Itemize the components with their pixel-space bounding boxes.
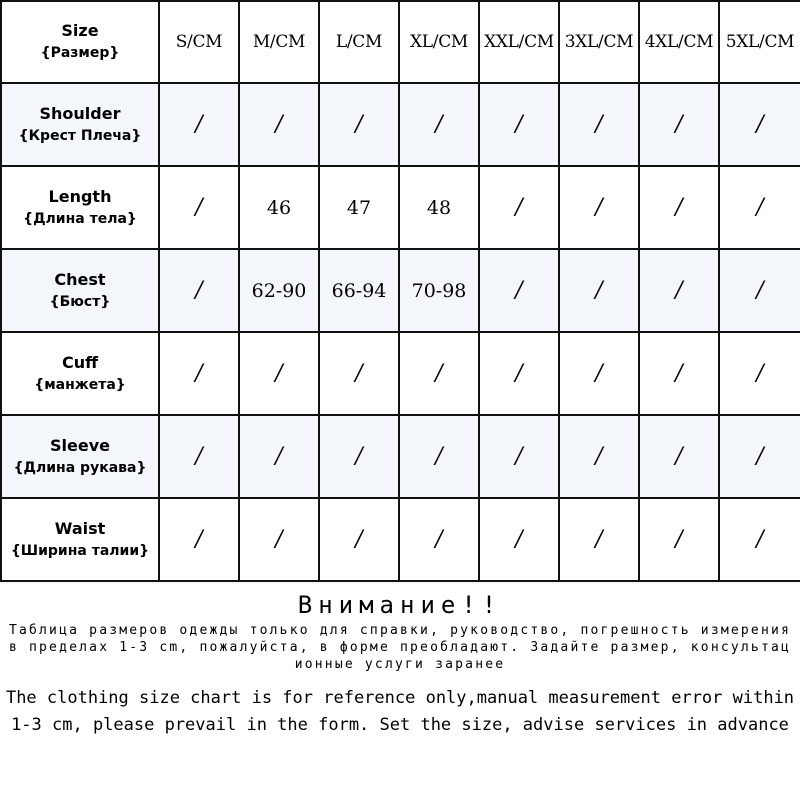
- column-header: XL/CM: [399, 1, 479, 83]
- measurement-row: [1, 415, 800, 498]
- size-header-ru: {Размер}: [40, 45, 120, 61]
- measurement-value: /: [719, 498, 800, 581]
- measurement-value: /: [479, 166, 559, 249]
- measurement-value: /: [159, 166, 239, 249]
- measurement-row: [1, 332, 800, 415]
- measurement-label-ru: {Длина рукава}: [13, 459, 147, 476]
- measurement-label-ru: {Бюст}: [49, 293, 111, 310]
- column-header: 4XL/CM: [639, 1, 719, 83]
- measurement-row: [1, 166, 800, 249]
- measurement-label-en: Sleeve: [50, 435, 110, 455]
- size-header-en: Size: [61, 21, 99, 40]
- measurement-value: /: [479, 249, 559, 332]
- measurement-value: /: [159, 83, 239, 166]
- measurement-value: /: [559, 166, 639, 249]
- measurement-value: /: [399, 498, 479, 581]
- notice-panel: [0, 584, 800, 800]
- measurement-value: /: [399, 83, 479, 166]
- measurement-value: /: [719, 166, 800, 249]
- measurement-value: /: [479, 83, 559, 166]
- measurement-label-ru: {Крест Плеча}: [18, 127, 142, 144]
- measurement-label-ru: {манжета}: [34, 376, 126, 393]
- measurement-row: [1, 249, 800, 332]
- column-header: XXL/CM: [479, 1, 559, 83]
- measurement-value: /: [639, 166, 719, 249]
- measurement-value: /: [159, 415, 239, 498]
- size-header-cell: [1, 1, 159, 83]
- measurement-value: 66-94: [319, 249, 399, 332]
- column-header: 5XL/CM: [719, 1, 800, 83]
- measurement-label-cell: [1, 83, 159, 166]
- measurement-value: /: [479, 498, 559, 581]
- measurement-value: /: [639, 415, 719, 498]
- column-header: S/CM: [159, 1, 239, 83]
- measurement-value: 70-98: [399, 249, 479, 332]
- measurement-value: /: [639, 249, 719, 332]
- measurement-value: /: [559, 415, 639, 498]
- measurement-value: /: [159, 498, 239, 581]
- measurement-value: /: [559, 83, 639, 166]
- measurement-value: /: [559, 498, 639, 581]
- measurement-value: 47: [319, 166, 399, 249]
- measurement-value: /: [239, 332, 319, 415]
- measurement-label-cell: [1, 249, 159, 332]
- measurement-value: /: [159, 332, 239, 415]
- notice-title: Внимание!!: [297, 591, 503, 619]
- notice-russian-text: Таблица размеров одежды только для справки, руководство, погрешность измерения в пределах 1-3 cm, пожалуйста, в форме преобладают. Задайте размер, консультационные услуги заранее: [8, 623, 792, 672]
- measurement-value: 46: [239, 166, 319, 249]
- measurement-value: /: [719, 249, 800, 332]
- measurement-value: /: [319, 83, 399, 166]
- measurement-value: /: [399, 415, 479, 498]
- notice-english-text: The clothing size chart is for reference only,manual measurement error within 1-3 cm, please prevail in the form. Set the size, advise services in advance: [5, 688, 795, 735]
- measurement-value: /: [639, 498, 719, 581]
- measurement-value: /: [239, 498, 319, 581]
- table-header-row: [1, 1, 800, 83]
- measurement-value: /: [319, 332, 399, 415]
- measurement-label-cell: [1, 498, 159, 581]
- measurement-label-en: Cuff: [61, 352, 99, 372]
- measurement-row: [1, 83, 800, 166]
- measurement-label-en: Shoulder: [39, 103, 121, 123]
- measurement-value: /: [319, 415, 399, 498]
- column-header: 3XL/CM: [559, 1, 639, 83]
- measurement-value: /: [559, 249, 639, 332]
- measurement-label-cell: [1, 332, 159, 415]
- measurement-label-en: Chest: [54, 269, 106, 289]
- measurement-label-cell: [1, 166, 159, 249]
- measurement-value: /: [159, 249, 239, 332]
- measurement-value: /: [239, 415, 319, 498]
- measurement-label-ru: {Ширина талии}: [10, 542, 150, 559]
- measurement-label-ru: {Длина тела}: [23, 210, 137, 227]
- measurement-value: /: [479, 415, 559, 498]
- measurement-value: /: [639, 83, 719, 166]
- column-header: M/CM: [239, 1, 319, 83]
- measurement-value: /: [719, 332, 800, 415]
- measurement-label-en: Waist: [54, 518, 106, 538]
- measurement-value: /: [239, 83, 319, 166]
- column-header: L/CM: [319, 1, 399, 83]
- measurement-label-cell: [1, 415, 159, 498]
- measurement-value: /: [639, 332, 719, 415]
- measurement-value: 62-90: [239, 249, 319, 332]
- measurement-value: /: [319, 498, 399, 581]
- measurement-value: /: [559, 332, 639, 415]
- measurement-row: [1, 498, 800, 581]
- measurement-value: 48: [399, 166, 479, 249]
- measurement-value: /: [479, 332, 559, 415]
- measurement-value: /: [719, 415, 800, 498]
- measurement-value: /: [399, 332, 479, 415]
- measurement-value: /: [719, 83, 800, 166]
- measurement-label-en: Length: [48, 186, 112, 206]
